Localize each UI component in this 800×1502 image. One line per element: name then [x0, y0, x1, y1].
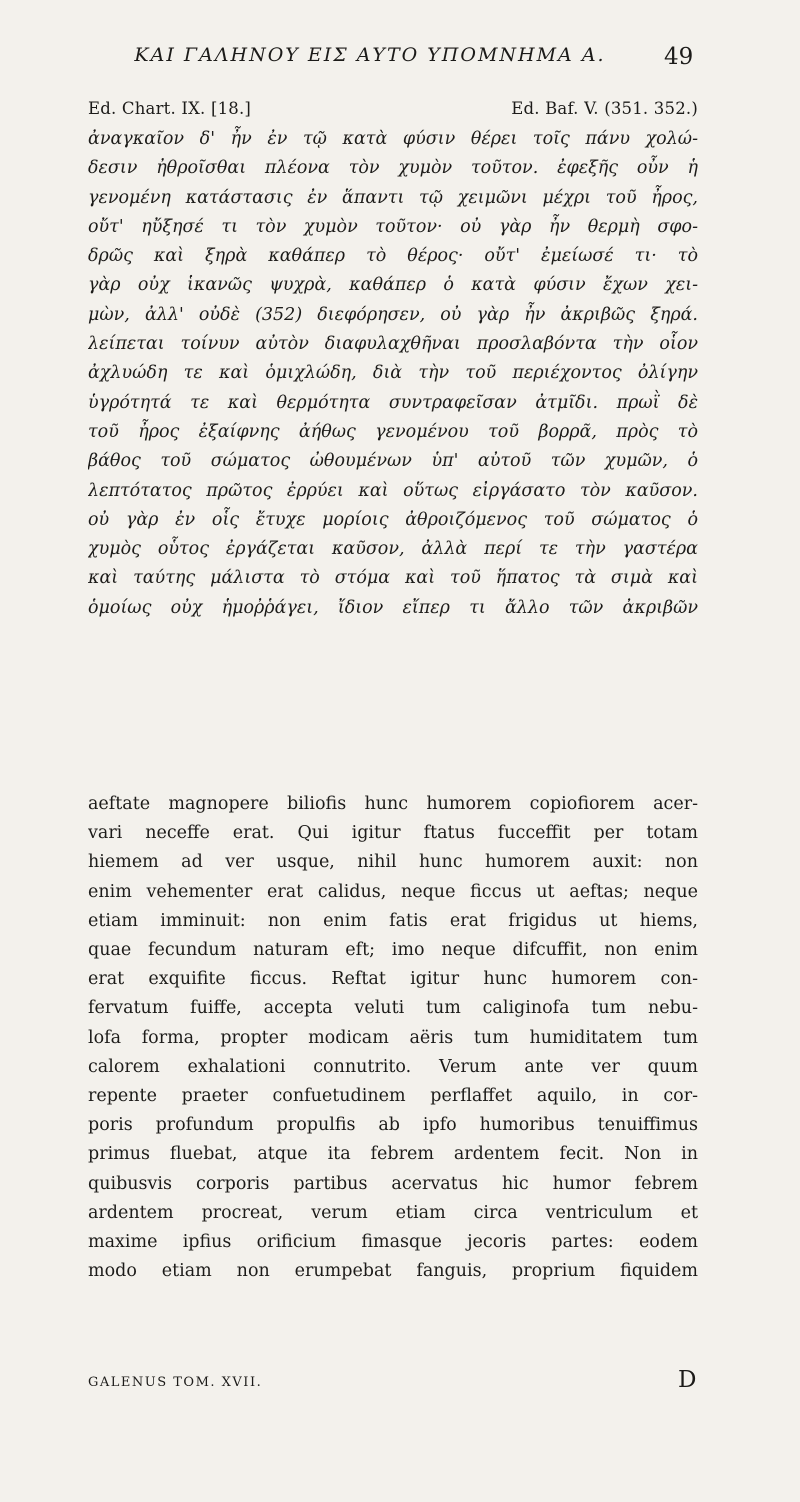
greek-line: χυμὸς οὗτος ἐργάζεται καῦσον, ἀλλὰ περί τε τὴν γαστέρα: [88, 539, 698, 560]
latin-line: ardentem procreat, verum etiam circa ventriculum et: [88, 1202, 698, 1223]
latin-line: vari neceffe erat. Qui igitur ftatus fucceffit per totam: [88, 823, 698, 844]
greek-line: οὐ γὰρ ἐν οἷς ἔτυχε μορίοις ἀθροιζόμενος τοῦ σώματος ὁ: [88, 509, 698, 530]
latin-line: modo etiam non erumpebat fanguis, proprium fiquidem: [88, 1261, 698, 1282]
greek-line: τοῦ ἦρος ἐξαίφνης ἀήθως γενομένου τοῦ βορρᾶ, πρὸς τὸ: [88, 421, 698, 442]
latin-line: quibusvis corporis partibus acervatus hic humor febrem: [88, 1173, 698, 1194]
greek-line: ὑγρότητά τε καὶ θερμότητα συντραφεῖσαν ἀτμῖδι. πρωῒ δὲ: [88, 392, 698, 413]
greek-line: βάθος τοῦ σώματος ὠθουμένων ὑπ' αὐτοῦ τῶν χυμῶν, ὁ: [88, 451, 698, 472]
greek-text-block: [88, 125, 698, 623]
greek-line: γενομένη κατάστασις ἐν ἅπαντι τῷ χειμῶνι μέχρι τοῦ ἦρος,: [88, 187, 698, 208]
signature-mark: D: [678, 1367, 697, 1393]
latin-line: etiam imminuit: non enim fatis erat frigidus ut hiems,: [88, 910, 698, 931]
latin-line: maxime ipfius orificium fimasque jecoris partes: eodem: [88, 1232, 698, 1253]
greek-line: μὼν, ἀλλ' οὐδὲ (352) διεφόρησεν, οὐ γὰρ ἦν ἀκριβῶς ξηρά.: [88, 304, 698, 325]
greek-line: λεπτότατος πρῶτος ἐρρύει καὶ οὕτως εἰργάσατο τὸν καῦσον.: [88, 480, 698, 501]
greek-line: ἀναγκαῖον δ' ἦν ἐν τῷ κατὰ φύσιν θέρει τοῖς πάνυ χολώ-: [88, 129, 698, 149]
greek-line: οὔτ' ηὔξησέ τι τὸν χυμὸν τοῦτον· οὐ γὰρ ἦν θερμὴ σφο-: [88, 216, 698, 237]
greek-line: λείπεται τοίνυν αὐτὸν διαφυλαχθῆναι προσλαβόντα τὴν οἷον: [88, 334, 698, 355]
latin-line: lofa forma, propter modicam aëris tum humiditatem tum: [88, 1027, 698, 1048]
latin-line: erat exquifite ficcus. Reftat igitur hunc humorem con-: [88, 969, 698, 990]
latin-line: hiemem ad ver usque, nihil hunc humorem auxit: non: [88, 852, 698, 873]
latin-line: aeftate magnopere biliofis hunc humorem copiofiorem acer-: [88, 794, 698, 814]
greek-line: καὶ ταύτης μάλιστα τὸ στόμα καὶ τοῦ ἥπατος τὰ σιμὰ καὶ: [88, 568, 698, 589]
greek-line: δεσιν ἠθροῖσθαι πλέονα τὸν χυμὸν τοῦτον. ἐφεξῆς οὖν ἡ: [88, 158, 698, 179]
latin-line: poris profundum propulfis ab ipfo humoribus tenuiffimus: [88, 1115, 698, 1136]
greek-line: δρῶς καὶ ξηρὰ καθάπερ τὸ θέρος· οὔτ' ἐμείωσέ τι· τὸ: [88, 246, 698, 267]
greek-line: γὰρ οὐχ ἱκανῶς ψυχρὰ, καθάπερ ὁ κατὰ φύσιν ἔχων χει-: [88, 275, 698, 296]
latin-line: calorem exhalationi connutrito. Verum ante ver quum: [88, 1056, 698, 1077]
page-number: 49: [664, 44, 694, 70]
basel-edition-ref: Ed. Baf. V. (351. 352.): [511, 99, 698, 118]
greek-line: ὁμοίως οὐχ ἡμοῤῥάγει, ἴδιον εἴπερ τι ἄλλο τῶν ἀκριβῶν: [88, 597, 698, 618]
latin-text-block: [88, 790, 698, 1286]
running-head: ΚΑΙ ΓΑΛΗΝΟΥ ΕΙΣ ΑΥΤΟ ΥΠΟΜΝΗΜΑ Α.: [134, 44, 606, 66]
greek-line: ἀχλυώδη τε καὶ ὁμιχλώδη, διὰ τὴν τοῦ περιέχοντος ὀλίγην: [88, 363, 698, 384]
latin-line: quae fecundum naturam eft; imo neque difcuffit, non enim: [88, 940, 698, 961]
edition-references: [88, 99, 698, 118]
footer-signature: GALENUS TOM. XVII.: [88, 1375, 263, 1390]
latin-line: enim vehementer erat calidus, neque ficcus ut aeftas; neque: [88, 881, 698, 902]
latin-line: fervatum fuiffe, accepta veluti tum caliginofa tum nebu-: [88, 998, 698, 1019]
chartier-edition-ref: Ed. Chart. IX. [18.]: [88, 99, 252, 118]
latin-line: primus fluebat, atque ita febrem ardentem fecit. Non in: [88, 1144, 698, 1165]
latin-line: repente praeter confuetudinem perflaffet aquilo, in cor-: [88, 1086, 698, 1107]
